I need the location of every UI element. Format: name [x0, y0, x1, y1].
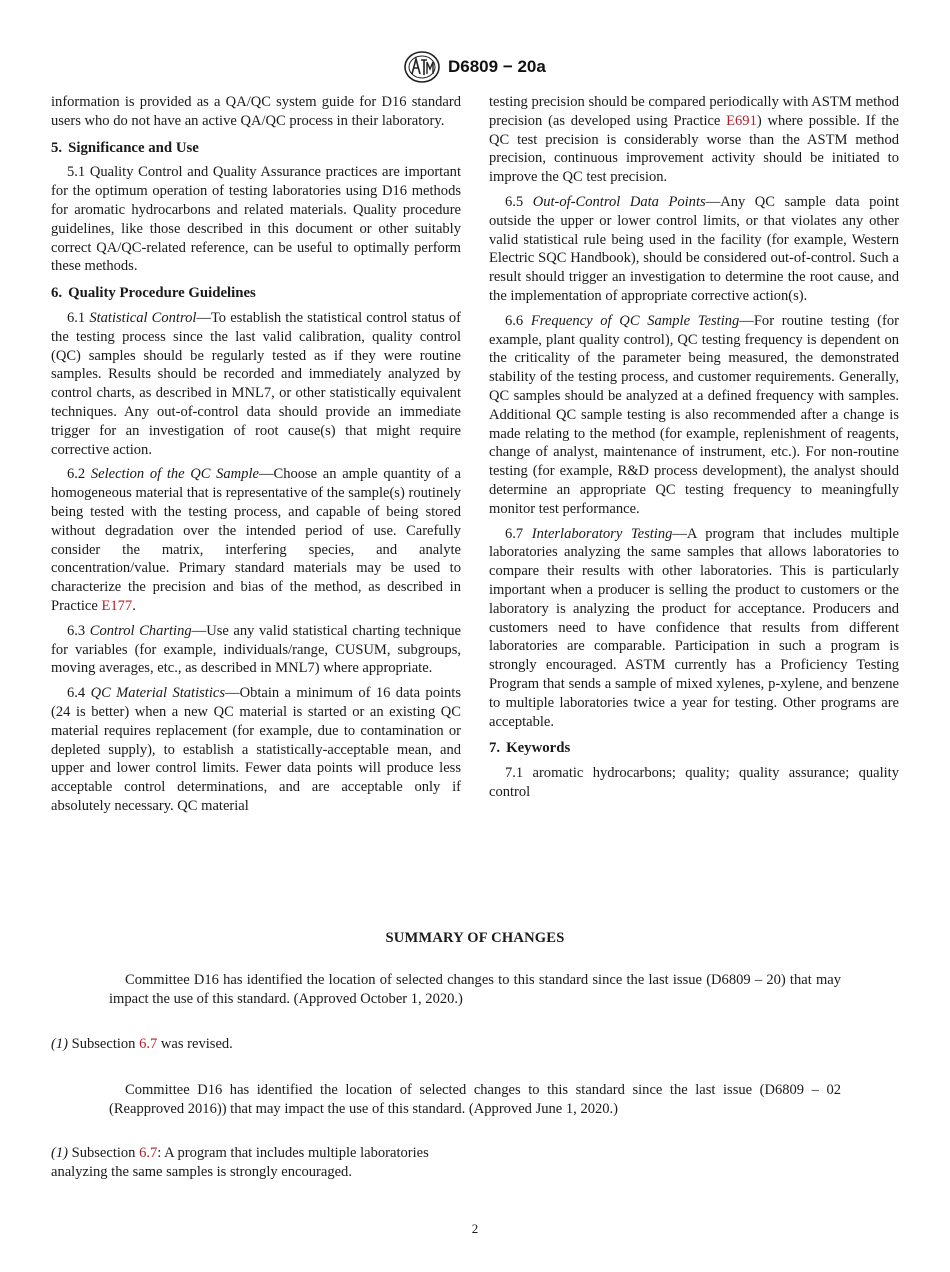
summary-of-changes-title: SUMMARY OF CHANGES	[385, 930, 565, 946]
link-e177[interactable]: E177	[101, 597, 133, 614]
page-header	[0, 50, 950, 86]
section-7-heading: 7. Keywords	[489, 740, 571, 757]
paragraph-6-6: 6.6 Frequency of QC Sample Testing—For routine testing (for example, plant quality control), QC testing frequency is dependent on the criticality of the parameter being measured, the demonstrated stability of the testing process, and customer requirements. Generally, QC samples should be analyzed at a defined frequency with samples. Additional QC sample testing is also recommended after a change is made relating to the method (for example, replenishment of reagents, change of analyst, maintenance of instrument, etc.). For non-routine testing (for example, R&D process development), the analyst should determine an appropriate QC testing frequency to meaningfully monitor test performance.	[489, 312, 899, 517]
paragraph-6-5: 6.5 Out-of-Control Data Points—Any QC sample data point outside the upper or lower control limits, or that violates any other valid statistical rule being used in the facility (for example, Western Electric SQC Handbook), should be considered out-of-control. Such a result should trigger an investigation to determine the root cause, and the implementation of appropriate corrective action(s).	[489, 193, 899, 304]
link-e691[interactable]: E691	[726, 112, 757, 129]
paragraph-7-1: 7.1 aromatic hydrocarbons; quality; quality assurance; quality control	[489, 765, 899, 800]
right-column	[489, 93, 899, 808]
page-number: 2	[471, 1221, 479, 1236]
paragraph-6-2: 6.2 Selection of the QC Sample—Choose an ample quantity of a homogeneous material that is representative of the sample(s) routinely being tested with the testing process, and capable of being stored without degradation over the intended period of use. Carefully consider the matrix, interfering species, and analyte concentration/value. Primary standard materials may be used to characterize the precision and bias of the method, as described in Practice E177.	[51, 466, 461, 614]
link-subsection-6-7-second[interactable]: 6.7	[139, 1145, 158, 1161]
paragraph-6-1: 6.1 Statistical Control—To establish the statistical control status of the testing process since the last valid calibration, quality control (QC) samples should be regularly tested as if they were routine samples. Results should be recorded and immediately analyzed by control charts, as described in MNL7, or other statistically equivalent techniques. Any out-of-control data should provide an immediate trigger for an investigation of root cause(s) that might require corrective action.	[51, 309, 461, 458]
paragraph-6-4-continuation: testing precision should be compared periodically with ASTM method precision (as developed using Practice E691) where possible. If the QC test precision is considerably worse than the ASTM method precision, continuous improvement activity should be initiated to improve the QC test precision.	[489, 94, 899, 186]
section-6-heading: 6. Quality Procedure Guidelines	[51, 285, 256, 302]
section-5-heading: 5. Significance and Use	[51, 139, 199, 156]
change-item-1: (1) Subsection 6.7 was revised.	[51, 1036, 233, 1052]
paragraph-6-4: 6.4 QC Material Statistics—Obtain a minimum of 16 data points (24 is better) when a new QC material is started or an existing QC material requires replacement (for example, due to contamination or depleted supply), to establish a statistically-acceptable mean, and upper and lower control limits. Fewer data points will produce less acceptable control determinations, and are acceptable only if absolutely necessary. QC material	[51, 685, 461, 814]
standard-designation: D6809 − 20a	[448, 57, 546, 76]
left-column	[51, 93, 461, 822]
paragraph-6-3: 6.3 Control Charting—Use any valid statistical charting technique for variables (for example, individuals/range, CUSUM, subgroups, moving averages, etc., as described in MNL7) where appropriate.	[51, 622, 461, 677]
change-item-2: (1) Subsection 6.7: A program that includes multiple laboratories analyzing the same samples is strongly encouraged.	[51, 1145, 429, 1180]
link-subsection-6-7[interactable]: 6.7	[139, 1036, 158, 1052]
paragraph-5-1: 5.1 Quality Control and Quality Assurance practices are important for the optimum operation of testing laboratories using D16 methods for aromatic hydrocarbons and related materials. Quality procedure guidelines, like those described in this document or other suitably correct QA/QC-related reference, can be useful to optimally perform these methods.	[51, 164, 461, 275]
summary-paragraph-1: Committee D16 has identified the location of selected changes to this standard since the last issue (D6809 – 20) that may impact the use of this standard. (Approved October 1, 2020.)	[109, 972, 841, 1007]
intro-continuation: information is provided as a QA/QC system guide for D16 standard users who do not have an active QA/QC process in their laboratory.	[51, 94, 461, 129]
summary-paragraph-2: Committee D16 has identified the location of selected changes to this standard since the last issue (D6809 – 02 (Reapproved 2016)) that may impact the use of this standard. (Approved June 1, 2020.)	[109, 1082, 841, 1117]
astm-logo-icon	[403, 50, 441, 84]
paragraph-6-7: 6.7 Interlaboratory Testing—A program that includes multiple laboratories analyzing the same samples that allows laboratories to compare their results with other laboratories. This is particularly important when a producer is selling the product to customers or the laboratory is analyzing the product for acceptance. Producers and customers need to have confidence that results from different laboratories are comparable. Participation in such a program is strongly encouraged. ASTM currently has a Proficiency Testing Program that sends a sample of mixed xylenes, p-xylene, and benzene to multiple laboratories twice a year for testing. Other programs are acceptable.	[489, 525, 899, 730]
